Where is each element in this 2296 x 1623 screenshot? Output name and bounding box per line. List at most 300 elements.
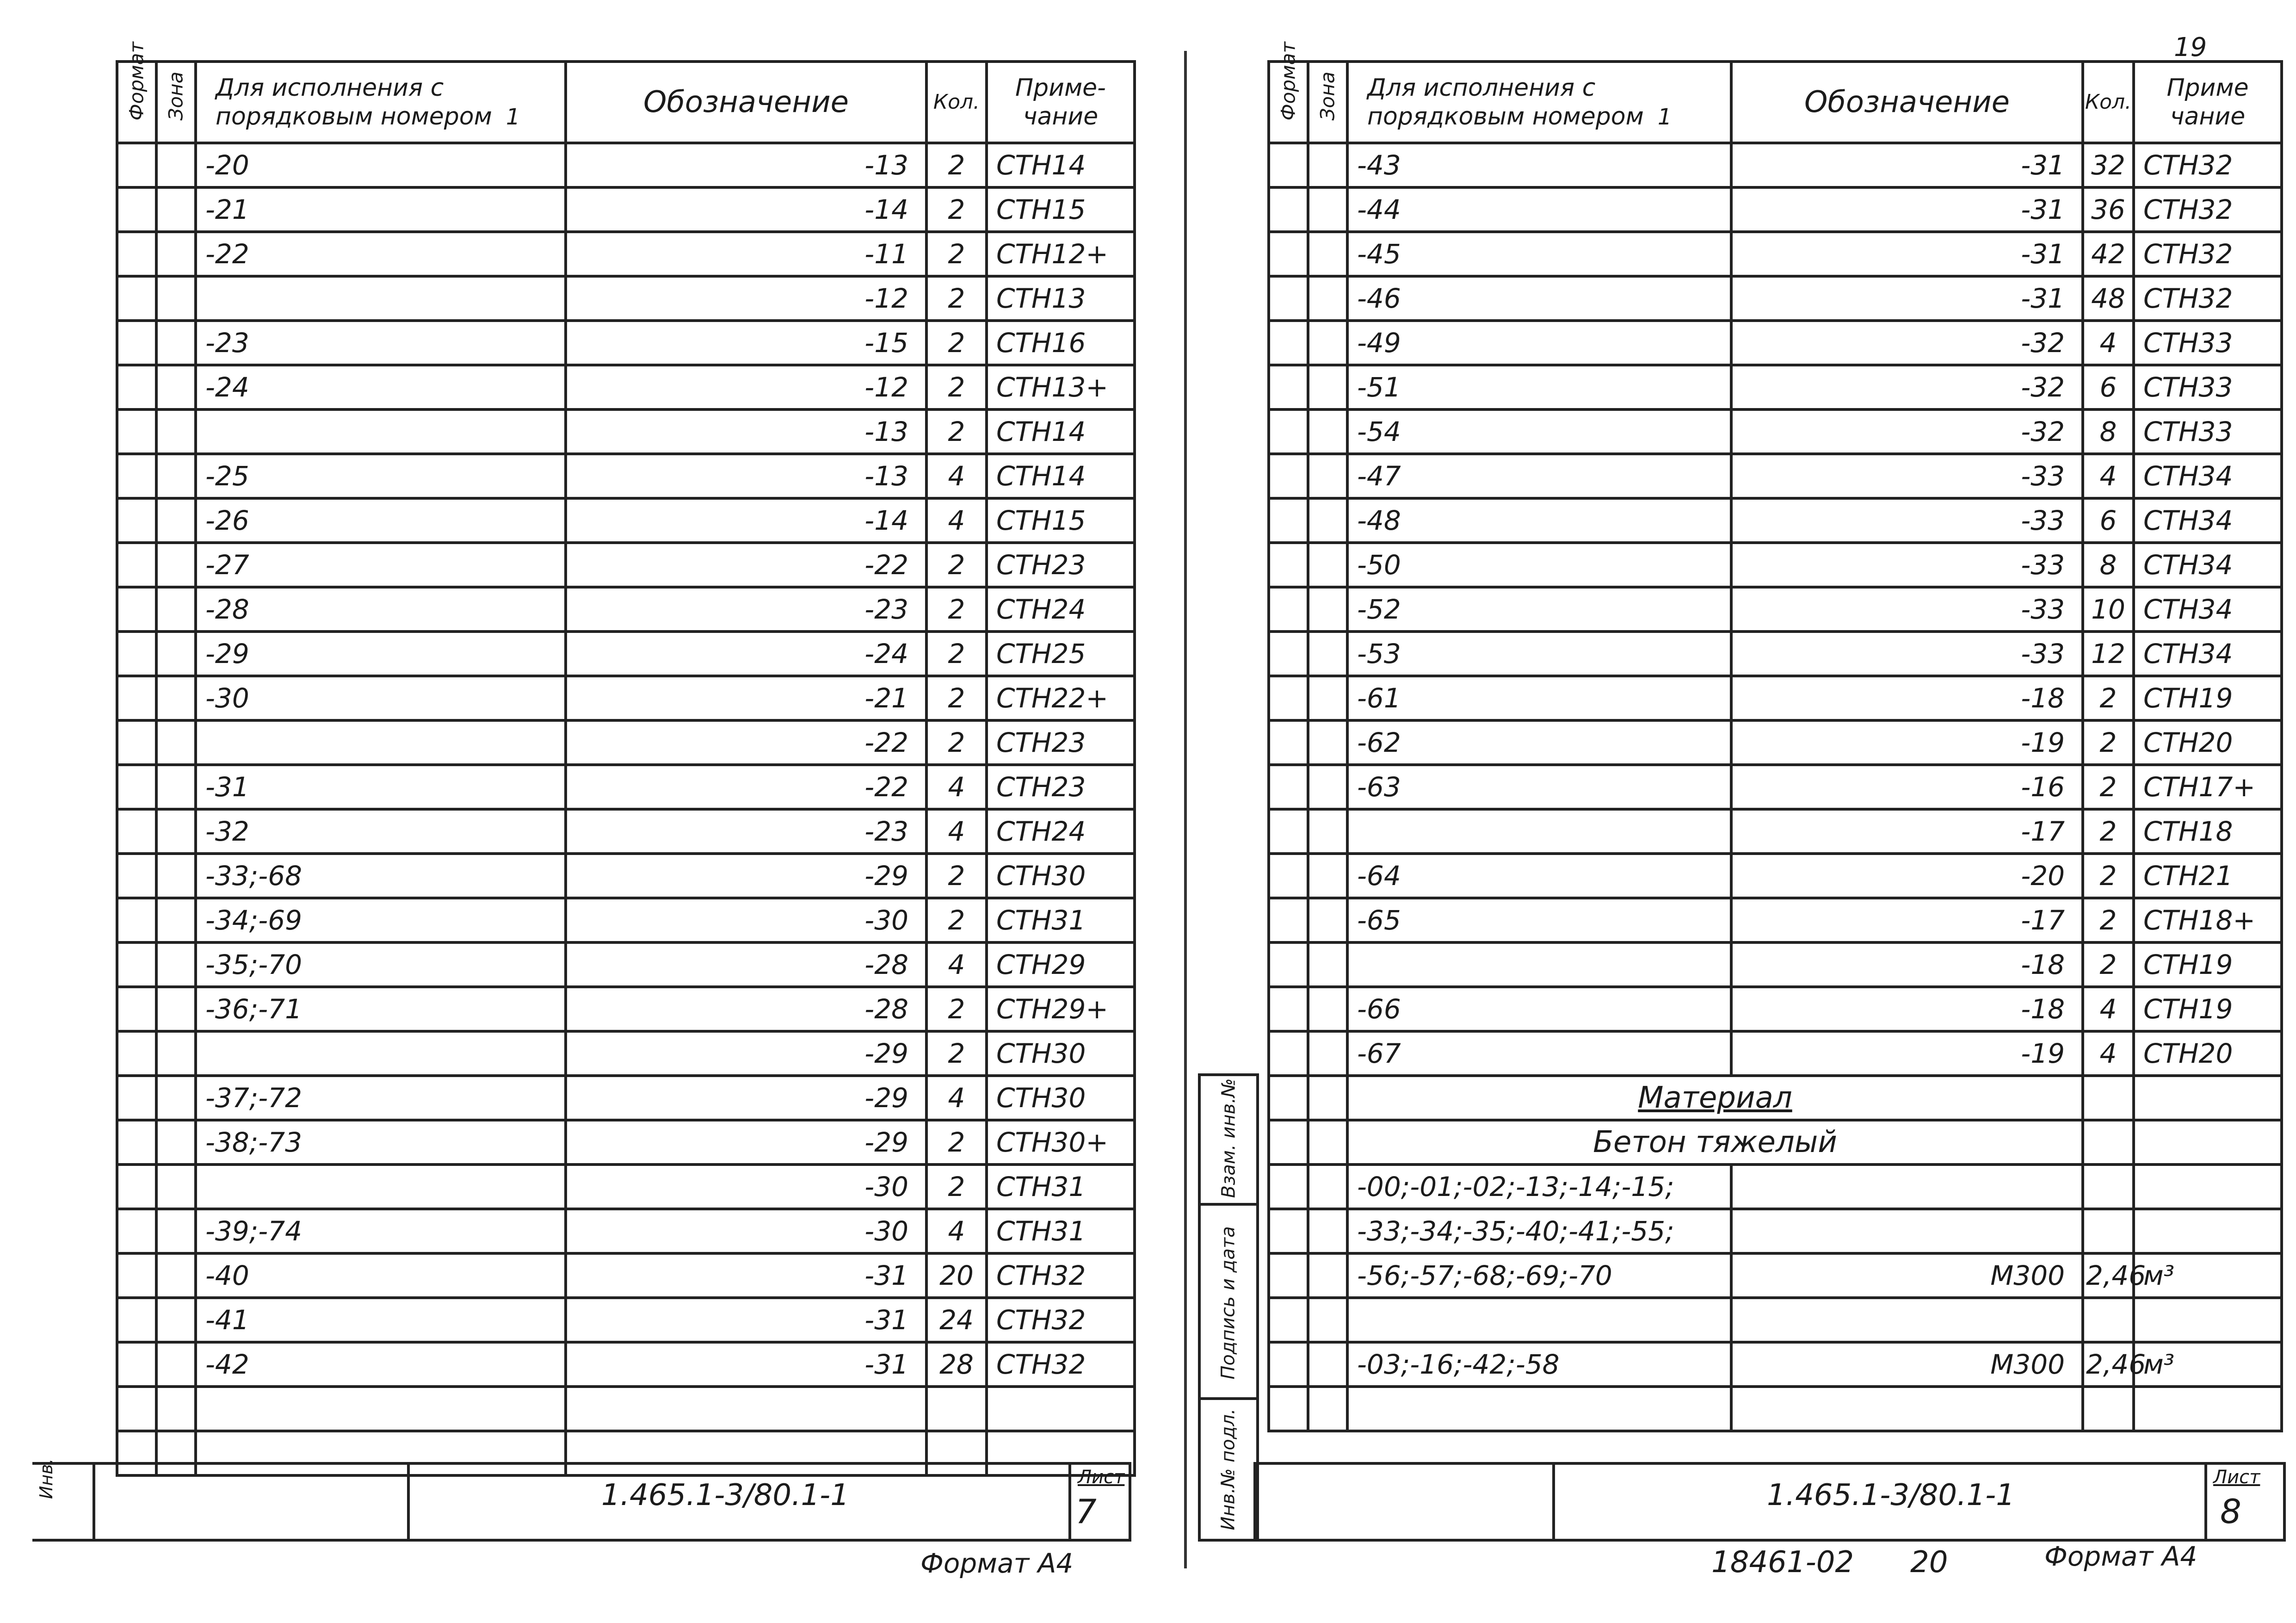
right-table-row: [1269, 987, 2282, 1031]
designation-cell: [1731, 1298, 2083, 1342]
note-cell: СТН30: [987, 854, 1135, 898]
note-cell: СТН34: [2134, 632, 2282, 676]
zone-cell: [156, 1342, 196, 1387]
qty-cell: 24: [926, 1298, 987, 1342]
format-cell: [117, 898, 156, 942]
designation-cell: -24: [566, 632, 926, 676]
zone-cell: [1308, 854, 1347, 898]
right-table-row: [1269, 143, 2282, 187]
right-table-row: [1269, 1031, 2282, 1076]
name-cell: [196, 409, 566, 454]
designation-cell: -33: [1731, 632, 2083, 676]
format-cell: [117, 1031, 156, 1076]
zone-cell: [156, 1298, 196, 1342]
qty-cell: 20: [926, 1253, 987, 1298]
format-cell: [117, 276, 156, 321]
zone-cell: [156, 1209, 196, 1253]
designation-cell: -14: [566, 498, 926, 543]
designation-cell: -21: [566, 676, 926, 720]
qty-cell: 36: [2083, 187, 2134, 232]
name-cell: -53: [1347, 632, 1731, 676]
note-cell: СТН34: [2134, 587, 2282, 632]
zone-cell: [156, 409, 196, 454]
name-cell: -35;-70: [196, 942, 566, 987]
note-cell: СТН16: [987, 321, 1135, 365]
designation-cell: -20: [1731, 854, 2083, 898]
name-cell: -34;-69: [196, 898, 566, 942]
right-table-row: [1269, 587, 2282, 632]
note-cell: СТН29+: [987, 987, 1135, 1031]
format-cell: [117, 187, 156, 232]
right-table-row: [1269, 232, 2282, 276]
left-table-row: [117, 765, 1135, 809]
left-table-row: [117, 854, 1135, 898]
designation-cell: -30: [566, 1165, 926, 1209]
designation-cell: -33: [1731, 454, 2083, 498]
qty-cell: 2: [2083, 809, 2134, 854]
name-cell: -45: [1347, 232, 1731, 276]
left-table-row: [117, 543, 1135, 587]
left-table-row: [117, 632, 1135, 676]
right-table-row: [1269, 854, 2282, 898]
format-cell: [117, 720, 156, 765]
note-cell: СТН29: [987, 942, 1135, 987]
qty-cell: 4: [926, 498, 987, 543]
note-cell: СТН30+: [987, 1120, 1135, 1165]
designation-cell: -33: [1731, 587, 2083, 632]
zone-cell: [156, 720, 196, 765]
designation-cell: -29: [566, 1120, 926, 1165]
side-cell-podpis: Подпись и дата: [1201, 1203, 1256, 1400]
format-cell: [1269, 187, 1308, 232]
designation-cell: -15: [566, 321, 926, 365]
designation-cell: -31: [566, 1253, 926, 1298]
name-cell: -44: [1347, 187, 1731, 232]
name-cell: -24: [196, 365, 566, 409]
left-table-row: [117, 1165, 1135, 1209]
name-cell: -21: [196, 187, 566, 232]
name-cell: -48: [1347, 498, 1731, 543]
note-cell: СТН24: [987, 587, 1135, 632]
name-cell: [196, 1387, 566, 1431]
designation-cell: -23: [566, 587, 926, 632]
name-cell: -29: [196, 632, 566, 676]
note-cell: СТН20: [2134, 720, 2282, 765]
format-cell: [1269, 1342, 1308, 1387]
designation-cell: [1731, 1165, 2083, 1209]
header-format: Формат: [1269, 62, 1308, 143]
qty-cell: 2: [2083, 676, 2134, 720]
left-format-label: Формат А4: [920, 1548, 1074, 1579]
qty-cell: 4: [926, 454, 987, 498]
zone-cell: [1308, 676, 1347, 720]
note-cell: СТН33: [2134, 321, 2282, 365]
format-cell: [1269, 454, 1308, 498]
qty-cell: 2: [926, 587, 987, 632]
qty-cell: 6: [2083, 498, 2134, 543]
format-cell: [117, 632, 156, 676]
qty-cell: 4: [2083, 321, 2134, 365]
note-cell: СТН34: [2134, 454, 2282, 498]
note-cell: СТН15: [987, 498, 1135, 543]
designation-cell: -29: [566, 854, 926, 898]
left-table-row: [117, 498, 1135, 543]
name-cell: -47: [1347, 454, 1731, 498]
format-cell: [1269, 632, 1308, 676]
material-title-row: [1269, 1076, 2282, 1120]
zone-cell: [1308, 232, 1347, 276]
left-table-row: [117, 898, 1135, 942]
right-table-row: [1269, 321, 2282, 365]
format-cell: [117, 409, 156, 454]
qty-cell: 42: [2083, 232, 2134, 276]
right-table-row: [1269, 676, 2282, 720]
note-cell: СТН14: [987, 143, 1135, 187]
name-cell: -23: [196, 321, 566, 365]
name-cell: -67: [1347, 1031, 1731, 1076]
name-cell: -51: [1347, 365, 1731, 409]
archive-number: 18461-02: [1711, 1545, 1854, 1580]
left-doc-code: 1.465.1-3/80.1-1: [601, 1478, 849, 1512]
note-cell: СТН31: [987, 1165, 1135, 1209]
material-row: [1269, 1387, 2282, 1431]
left-title-block: [32, 1462, 1131, 1542]
designation-cell: -13: [566, 409, 926, 454]
qty-cell: 2: [2083, 854, 2134, 898]
material-subtitle: Бетон тяжелый: [1347, 1120, 2083, 1165]
qty-cell: 48: [2083, 276, 2134, 321]
header-designation: Обозначение: [566, 62, 926, 143]
designation-cell: -28: [566, 942, 926, 987]
format-cell: [117, 1253, 156, 1298]
qty-cell: 2: [2083, 765, 2134, 809]
format-cell: [1269, 587, 1308, 632]
right-table-row: [1269, 809, 2282, 854]
designation-cell: -32: [1731, 321, 2083, 365]
name-cell: -30: [196, 676, 566, 720]
note-cell: СТН14: [987, 454, 1135, 498]
qty-cell: 6: [2083, 365, 2134, 409]
header-name-line2: порядковым номером: [1367, 102, 1644, 130]
format-cell: [1269, 1298, 1308, 1342]
right-sheet-number: 8: [2220, 1492, 2241, 1531]
right-table-row: [1269, 942, 2282, 987]
designation-cell: -17: [1731, 898, 2083, 942]
name-cell: [196, 720, 566, 765]
format-cell: [117, 587, 156, 632]
material-title: Материал: [1347, 1076, 2083, 1120]
right-table-row: [1269, 409, 2282, 454]
header-note: Приме- чание: [987, 62, 1135, 143]
qty-cell: [926, 1387, 987, 1431]
zone-cell: [1308, 409, 1347, 454]
zone-cell: [156, 1076, 196, 1120]
zone-cell: [156, 1120, 196, 1165]
designation-cell: М300: [1731, 1253, 2083, 1298]
left-table-row: [117, 1031, 1135, 1076]
format-cell: [117, 1120, 156, 1165]
designation-cell: -32: [1731, 365, 2083, 409]
note-cell: СТН24: [987, 809, 1135, 854]
name-cell: -33;-34;-35;-40;-41;-55;: [1347, 1209, 1731, 1253]
qty-cell: 4: [926, 1209, 987, 1253]
header-designation: Обозначение: [1731, 62, 2083, 143]
designation-cell: -12: [566, 276, 926, 321]
right-table-row: [1269, 454, 2282, 498]
note-cell: [2134, 1209, 2282, 1253]
zone-cell: [1308, 587, 1347, 632]
qty-cell: 32: [2083, 143, 2134, 187]
left-table-row: [117, 1342, 1135, 1387]
name-cell: -41: [196, 1298, 566, 1342]
material-row: [1269, 1342, 2282, 1387]
format-cell: [1269, 365, 1308, 409]
note-cell: СТН19: [2134, 942, 2282, 987]
note-cell: м³: [2134, 1342, 2282, 1387]
name-cell: -54: [1347, 409, 1731, 454]
qty-cell: 4: [2083, 987, 2134, 1031]
zone-cell: [156, 276, 196, 321]
name-cell: -49: [1347, 321, 1731, 365]
right-table-row: [1269, 276, 2282, 321]
zone-cell: [1308, 809, 1347, 854]
zone-cell: [1308, 187, 1347, 232]
zone-cell: [1308, 454, 1347, 498]
zone-cell: [1308, 543, 1347, 587]
left-inv-label: Инв.: [36, 1458, 56, 1499]
qty-cell: 2: [926, 543, 987, 587]
side-cell-inv: Инв.№ подл.: [1201, 1397, 1256, 1539]
designation-cell: -13: [566, 143, 926, 187]
format-cell: [1269, 942, 1308, 987]
note-cell: СТН17+: [2134, 765, 2282, 809]
format-cell: [117, 454, 156, 498]
note-cell: СТН15: [987, 187, 1135, 232]
note-cell: СТН13+: [987, 365, 1135, 409]
note-cell: СТН33: [2134, 365, 2282, 409]
qty-cell: 2: [926, 1165, 987, 1209]
material-row: [1269, 1209, 2282, 1253]
right-doc-code: 1.465.1-3/80.1-1: [1767, 1478, 2015, 1512]
zone-cell: [156, 1253, 196, 1298]
note-cell: СТН32: [2134, 187, 2282, 232]
qty-cell: 2: [926, 143, 987, 187]
format-cell: [1269, 898, 1308, 942]
name-cell: -27: [196, 543, 566, 587]
zone-cell: [156, 498, 196, 543]
name-cell: -20: [196, 143, 566, 187]
format-cell: [1269, 1031, 1308, 1076]
format-cell: [117, 1165, 156, 1209]
right-table-row: [1269, 187, 2282, 232]
designation-cell: -31: [1731, 232, 2083, 276]
format-cell: [117, 232, 156, 276]
zone-cell: [156, 365, 196, 409]
designation-cell: -31: [1731, 187, 2083, 232]
designation-cell: -31: [566, 1342, 926, 1387]
zone-cell: [1308, 1031, 1347, 1076]
zone-cell: [156, 187, 196, 232]
format-cell: [1269, 1209, 1308, 1253]
designation-cell: -16: [1731, 765, 2083, 809]
qty-cell: 2: [926, 409, 987, 454]
left-table-row: [117, 143, 1135, 187]
archive-page: 20: [1910, 1545, 1948, 1580]
name-cell: -00;-01;-02;-13;-14;-15;: [1347, 1165, 1731, 1209]
designation-cell: -18: [1731, 676, 2083, 720]
qty-cell: 4: [926, 765, 987, 809]
left-table-row: [117, 1253, 1135, 1298]
name-cell: [1347, 809, 1731, 854]
zone-cell: [156, 143, 196, 187]
note-cell: СТН33: [2134, 409, 2282, 454]
qty-cell: 2: [926, 187, 987, 232]
name-cell: -46: [1347, 276, 1731, 321]
note-cell: СТН22+: [987, 676, 1135, 720]
qty-cell: 4: [2083, 1031, 2134, 1076]
right-table-row: [1269, 720, 2282, 765]
name-cell: -03;-16;-42;-58: [1347, 1342, 1731, 1387]
left-spec-table: [116, 42, 1136, 1477]
qty-cell: 2: [926, 1031, 987, 1076]
format-cell: [1269, 1253, 1308, 1298]
format-cell: [117, 1076, 156, 1120]
header-qty: Кол.: [926, 62, 987, 143]
note-cell: [2134, 1298, 2282, 1342]
zone-cell: [1308, 942, 1347, 987]
zone-cell: [156, 1165, 196, 1209]
qty-cell: [2083, 1387, 2134, 1431]
note-cell: СТН25: [987, 632, 1135, 676]
name-cell: -33;-68: [196, 854, 566, 898]
left-table-row: [117, 1120, 1135, 1165]
zone-cell: [156, 321, 196, 365]
zone-cell: [156, 809, 196, 854]
format-cell: [117, 676, 156, 720]
header-name-suffix: 1: [1657, 104, 1672, 130]
format-cell: [1269, 809, 1308, 854]
format-cell: [1269, 143, 1308, 187]
name-cell: -43: [1347, 143, 1731, 187]
name-cell: [1347, 1387, 1731, 1431]
zone-cell: [156, 942, 196, 987]
name-cell: -37;-72: [196, 1076, 566, 1120]
left-table-row: [117, 676, 1135, 720]
note-cell: СТН23: [987, 765, 1135, 809]
note-cell: СТН32: [987, 1253, 1135, 1298]
format-cell: [117, 498, 156, 543]
qty-cell: 2: [2083, 720, 2134, 765]
qty-cell: 10: [2083, 587, 2134, 632]
header-zone: Зона: [1308, 62, 1347, 143]
designation-cell: -13: [566, 454, 926, 498]
qty-cell: 4: [926, 1076, 987, 1120]
format-cell: [117, 543, 156, 587]
zone-cell: [156, 1031, 196, 1076]
designation-cell: -11: [566, 232, 926, 276]
designation-cell: -19: [1731, 720, 2083, 765]
name-cell: -36;-71: [196, 987, 566, 1031]
right-table-row: [1269, 632, 2282, 676]
zone-cell: [1308, 143, 1347, 187]
qty-cell: 2: [926, 987, 987, 1031]
zone-cell: [1308, 276, 1347, 321]
name-cell: -50: [1347, 543, 1731, 587]
page-corner-number: 19: [2174, 32, 2207, 62]
note-cell: [2134, 1165, 2282, 1209]
designation-cell: -22: [566, 720, 926, 765]
note-cell: СТН21: [2134, 854, 2282, 898]
left-table-row: [117, 1209, 1135, 1253]
qty-cell: 28: [926, 1342, 987, 1387]
material-sub-row: [1269, 1120, 2282, 1165]
designation-cell: -17: [1731, 809, 2083, 854]
name-cell: -64: [1347, 854, 1731, 898]
format-cell: [117, 854, 156, 898]
qty-cell: 4: [926, 942, 987, 987]
designation-cell: -33: [1731, 543, 2083, 587]
designation-cell: -29: [566, 1076, 926, 1120]
left-table-row: [117, 187, 1135, 232]
designation-cell: -30: [566, 898, 926, 942]
designation-cell: М300: [1731, 1342, 2083, 1387]
zone-cell: [156, 632, 196, 676]
material-row: [1269, 1165, 2282, 1209]
format-cell: [1269, 676, 1308, 720]
format-cell: [1269, 854, 1308, 898]
designation-cell: -12: [566, 365, 926, 409]
format-cell: [1269, 720, 1308, 765]
right-header-row: [1269, 62, 2282, 143]
qty-cell: 2: [2083, 898, 2134, 942]
left-table-row: [117, 409, 1135, 454]
designation-cell: -18: [1731, 942, 2083, 987]
name-cell: -39;-74: [196, 1209, 566, 1253]
note-cell: СТН23: [987, 720, 1135, 765]
designation-cell: -31: [1731, 276, 2083, 321]
note-cell: СТН34: [2134, 498, 2282, 543]
note-cell: СТН23: [987, 543, 1135, 587]
right-spec-table: [1267, 42, 2283, 1432]
qty-cell: 8: [2083, 543, 2134, 587]
note-cell: СТН31: [987, 898, 1135, 942]
note-cell: СТН32: [987, 1298, 1135, 1342]
qty-cell: [2083, 1298, 2134, 1342]
qty-cell: 2,46: [2083, 1253, 2134, 1298]
zone-cell: [1308, 1342, 1347, 1387]
qty-cell: 2: [926, 365, 987, 409]
name-cell: -32: [196, 809, 566, 854]
left-header-row: [117, 62, 1135, 143]
note-cell: СТН13: [987, 276, 1135, 321]
qty-cell: 2: [926, 1120, 987, 1165]
qty-cell: 12: [2083, 632, 2134, 676]
material-row: [1269, 1298, 2282, 1342]
designation-cell: -32: [1731, 409, 2083, 454]
designation-cell: -28: [566, 987, 926, 1031]
zone-cell: [1308, 1387, 1347, 1431]
name-cell: -28: [196, 587, 566, 632]
name-cell: -38;-73: [196, 1120, 566, 1165]
zone-cell: [156, 1387, 196, 1431]
qty-cell: 2: [926, 854, 987, 898]
left-table-row: [117, 809, 1135, 854]
zone-cell: [1308, 321, 1347, 365]
left-table-row: [117, 365, 1135, 409]
name-cell: [196, 1165, 566, 1209]
note-cell: СТН20: [2134, 1031, 2282, 1076]
format-cell: [1269, 1165, 1308, 1209]
